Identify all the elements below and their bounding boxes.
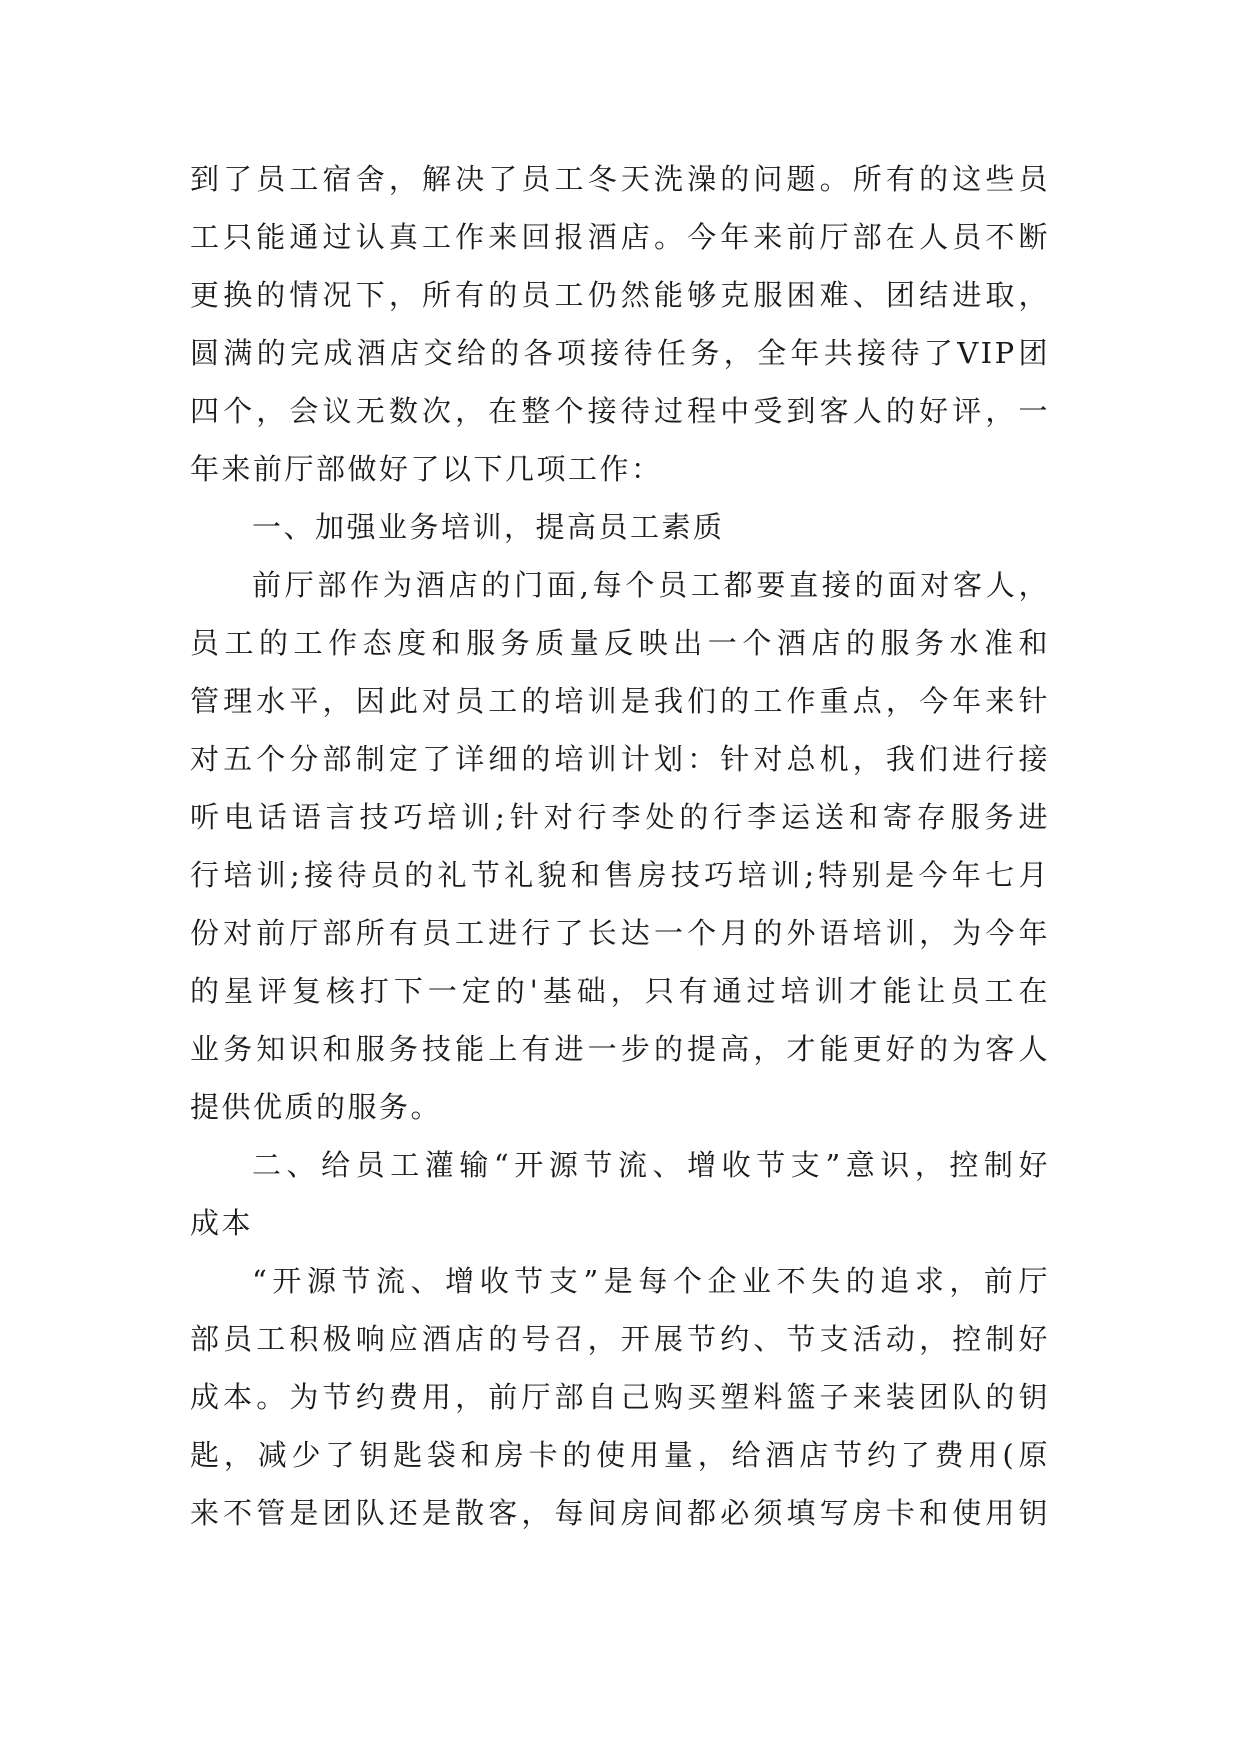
text-line-10: 管理水平，因此对员工的培训是我们的工作重点，今年来针 bbox=[190, 684, 1050, 718]
text-line-1: 到了员工宿舍，解决了员工冬天洗澡的问题。所有的这些员 bbox=[190, 162, 1050, 196]
text-line-21: 部员工积极响应酒店的号召，开展节约、节支活动，控制好 bbox=[190, 1322, 1050, 1356]
text-line-4: 圆满的完成酒店交给的各项接待任务，全年共接待了VIP团 bbox=[190, 336, 1050, 370]
text-line-5: 四个，会议无数次，在整个接待过程中受到客人的好评，一 bbox=[190, 394, 1050, 428]
text-line-16: 业务知识和服务技能上有进一步的提高，才能更好的为客人 bbox=[190, 1032, 1050, 1066]
text-line-13: 行培训;接待员的礼节礼貌和售房技巧培训;特别是今年七月 bbox=[190, 858, 1050, 892]
text-line-8: 前厅部作为酒店的门面,每个员工都要直接的面对客人， bbox=[252, 568, 1050, 602]
text-line-17: 提供优质的服务。 bbox=[190, 1090, 443, 1124]
section-heading-2-continued: 成本 bbox=[190, 1206, 254, 1240]
text-line-22: 成本。为节约费用，前厅部自己购买塑料篮子来装团队的钥 bbox=[190, 1380, 1050, 1414]
section-heading-1: 一、加强业务培训，提高员工素质 bbox=[252, 510, 725, 544]
text-line-11: 对五个分部制定了详细的培训计划：针对总机，我们进行接 bbox=[190, 742, 1050, 776]
text-line-23: 匙，减少了钥匙袋和房卡的使用量，给酒店节约了费用(原 bbox=[190, 1438, 1050, 1472]
text-line-14: 份对前厅部所有员工进行了长达一个月的外语培训，为今年 bbox=[190, 916, 1050, 950]
text-line-9: 员工的工作态度和服务质量反映出一个酒店的服务水准和 bbox=[190, 626, 1050, 660]
text-line-15: 的星评复核打下一定的'基础，只有通过培训才能让员工在 bbox=[190, 974, 1050, 1008]
text-line-12: 听电话语言技巧培训;针对行李处的行李运送和寄存服务进 bbox=[190, 800, 1050, 834]
text-line-3: 更换的情况下，所有的员工仍然能够克服困难、团结进取， bbox=[190, 278, 1050, 312]
text-line-24: 来不管是团队还是散客，每间房间都必须填写房卡和使用钥 bbox=[190, 1496, 1050, 1530]
text-line-20: “开源节流、增收节支”是每个企业不失的追求，前厅 bbox=[252, 1264, 1050, 1298]
text-line-6: 年来前厅部做好了以下几项工作： bbox=[190, 452, 663, 486]
section-heading-2: 二、给员工灌输“开源节流、增收节支”意识，控制好 bbox=[252, 1148, 1050, 1182]
text-line-2: 工只能通过认真工作来回报酒店。今年来前厅部在人员不断 bbox=[190, 220, 1050, 254]
